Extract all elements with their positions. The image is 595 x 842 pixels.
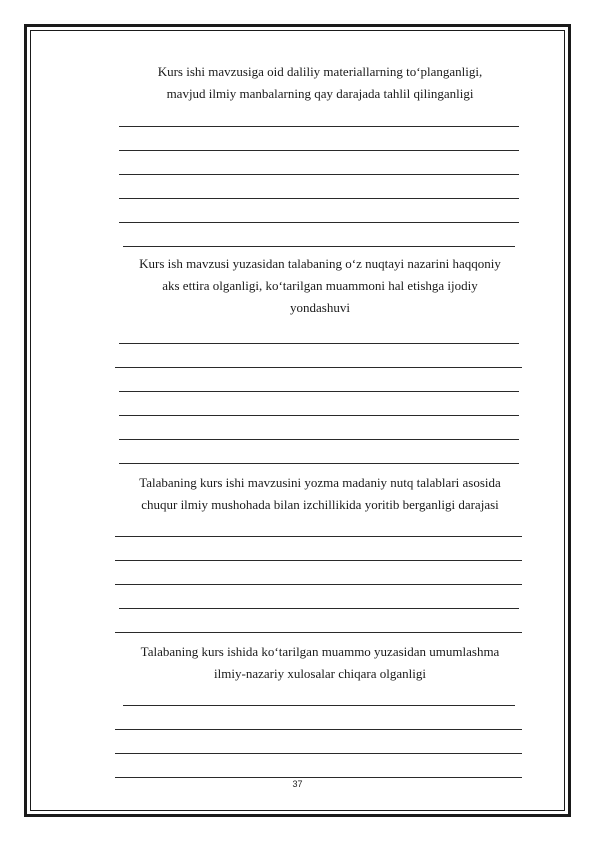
answer-line [119, 198, 519, 199]
answer-line [115, 729, 522, 730]
section-4-heading-line: ilmiy-nazariy xulosalar chiqara olganligi [214, 666, 426, 681]
answer-line [115, 536, 522, 537]
section-1-heading-line: Kurs ishi mavzusiga oid daliliy materiallarning to‘planganligi, [157, 64, 483, 79]
page-number: 37 [292, 779, 303, 789]
answer-line [119, 439, 519, 440]
answer-line [119, 463, 519, 464]
page-border-inner [30, 30, 565, 811]
section-1-heading-line: mavjud ilmiy manbalarning qay darajada tahlil qilinganligi [166, 86, 474, 101]
answer-line [119, 608, 519, 609]
section-3-heading-line: Talabaning kurs ishi mavzusini yozma madaniy nutq talablari asosida [139, 475, 501, 490]
answer-line [119, 150, 519, 151]
answer-line [119, 174, 519, 175]
section-3-heading [115, 472, 525, 516]
answer-line [119, 415, 519, 416]
answer-line [115, 560, 522, 561]
answer-line [115, 584, 522, 585]
section-2-heading-line: aks ettira olganligi, ko‘tarilgan muammoni hal etishga ijodiy [162, 278, 478, 293]
section-2-heading-line: Kurs ish mavzusi yuzasidan talabaning o‘z nuqtayi nazarini haqqoniy [139, 256, 501, 271]
answer-line [119, 343, 519, 344]
section-2-heading-line: yondashuvi [290, 300, 350, 315]
answer-line [115, 367, 522, 368]
section-1-heading [115, 61, 525, 105]
answer-line [115, 753, 522, 754]
answer-line [119, 391, 519, 392]
section-4-heading [115, 641, 525, 685]
section-2-heading [115, 253, 525, 319]
answer-line [115, 777, 522, 778]
answer-line [119, 222, 519, 223]
answer-line [123, 246, 515, 247]
answer-line [115, 632, 522, 633]
section-4-heading-line: Talabaning kurs ishida ko‘tarilgan muammo yuzasidan umumlashma [140, 644, 500, 659]
section-3-heading-line: chuqur ilmiy mushohada bilan izchillikida yoritib berganligi darajasi [141, 497, 499, 512]
answer-line [123, 705, 515, 706]
answer-line [119, 126, 519, 127]
